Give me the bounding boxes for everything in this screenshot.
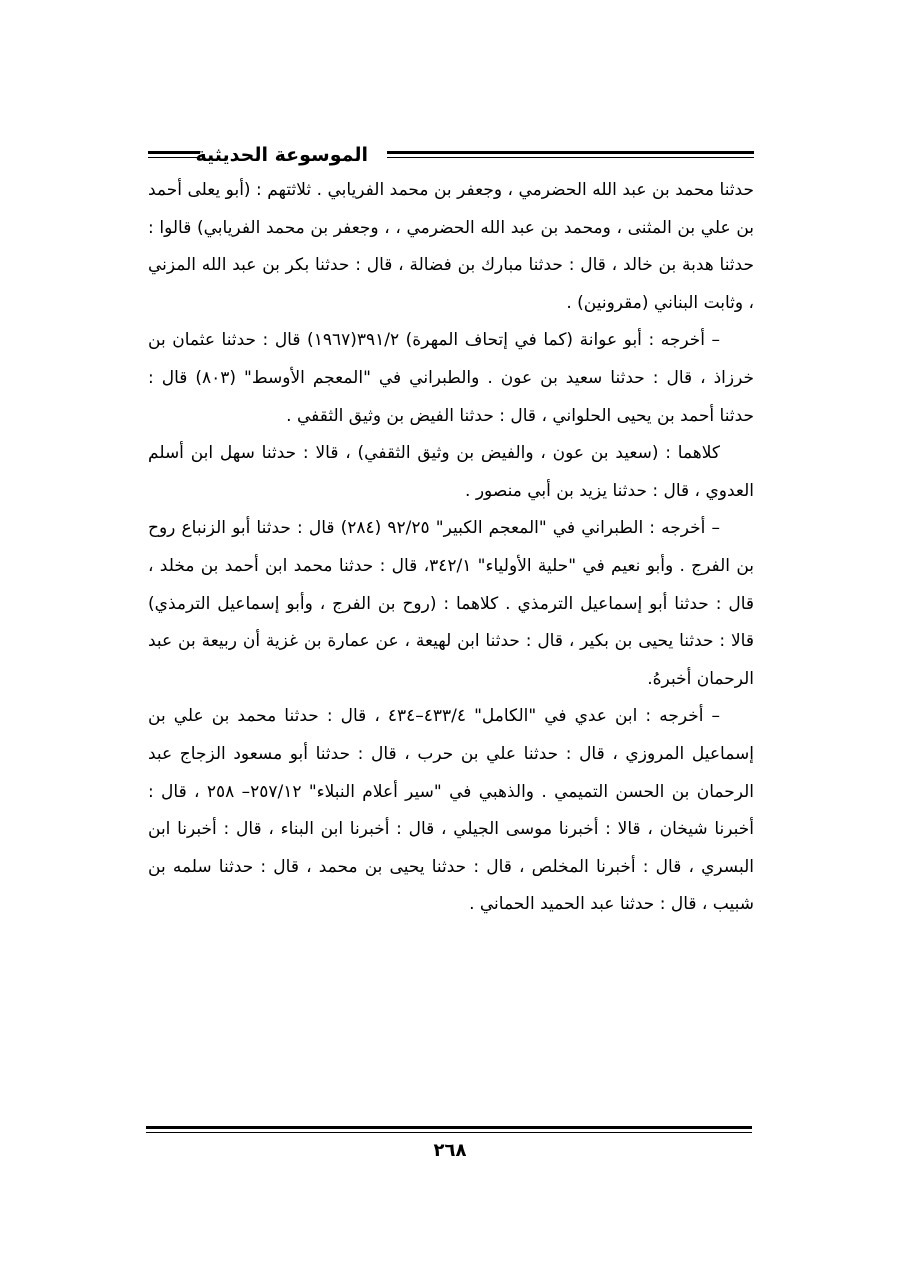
paragraph: – أخرجه : أبو عوانة (كما في إتحاف المهرة) ٣٩١/٢(١٩٦٧) قال : حدثنا عثمان بن خرزاذ ، قال : حدثنا سعيد بن عون . والطبراني في "المعجم الأوسط" (٨٠٣) قال : حدثنا أحمد بن يحيى الحلواني ، قال : حدثنا الفيض بن وثيق الثقفي . (148, 330, 754, 426)
paragraph: – أخرجه : الطبراني في "المعجم الكبير" ٩٢/٢٥ (٢٨٤) قال : حدثنا أبو الزنباع روح بن الفرج . وأبو نعيم في "حلية الأولياء" ٣٤٢/١، قال : حدثنا محمد ابن أحمد بن مخلد ، قال : حدثنا أبو إسماعيل الترمذي . كلاهما : (روح بن الفرج ، وأبو إسماعيل الترمذي) قالا : حدثنا يحيى بن بكير ، قال : حدثنا ابن لهيعة ، عن عمارة بن غزية أن ربيعة بن عبد الرحمان أخبرهُ. (148, 518, 754, 689)
paragraph: كلاهما : (سعيد بن عون ، والفيض بن وثيق الثقفي) ، قالا : حدثنا سهل ابن أسلم العدوي ، قال : حدثنا يزيد بن أبي منصور . (148, 443, 754, 501)
header-rule-left (148, 151, 200, 158)
running-header (148, 142, 754, 172)
page-number: ٢٦٨ (433, 1140, 467, 1161)
footer-rule (146, 1126, 752, 1133)
paragraph: حدثنا محمد بن عبد الله الحضرمي ، وجعفر بن محمد الفريابي . ثلاثتهم : (أبو يعلى أحمد بن علي بن المثنى ، ومحمد بن عبد الله الحضرمي ، ، وجعفر بن محمد الفريابي) قالوا : حدثنا هدبة بن خالد ، قال : حدثنا مبارك بن فضالة ، قال : حدثنا بكر بن عبد الله المزني ، وثابت البناني (مقرونين) . (148, 180, 754, 313)
body-text (148, 172, 754, 924)
paragraph: – أخرجه : ابن عدي في "الكامل" ٤٣٣/٤–٤٣٤ ، قال : حدثنا محمد بن علي بن إسماعيل المروزي ، قال : حدثنا علي بن حرب ، قال : حدثنا أبو مسعود الزجاج عبد الرحمان بن الحسن التميمي . والذهبي في "سير أعلام النبلاء" ٢٥٧/١٢– ٢٥٨ ، قال : أخبرنا شيخان ، قالا : أخبرنا موسى الجيلي ، قال : أخبرنا ابن البناء ، قال : أخبرنا ابن البسري ، قال : أخبرنا المخلص ، قال : حدثنا يحيى بن محمد ، قال : حدثنا سلمه بن شبيب ، قال : حدثنا عبد الحميد الحماني . (148, 706, 754, 915)
header-title: الموسوعة الحديثية (195, 144, 368, 166)
header-rule-right (387, 151, 754, 158)
